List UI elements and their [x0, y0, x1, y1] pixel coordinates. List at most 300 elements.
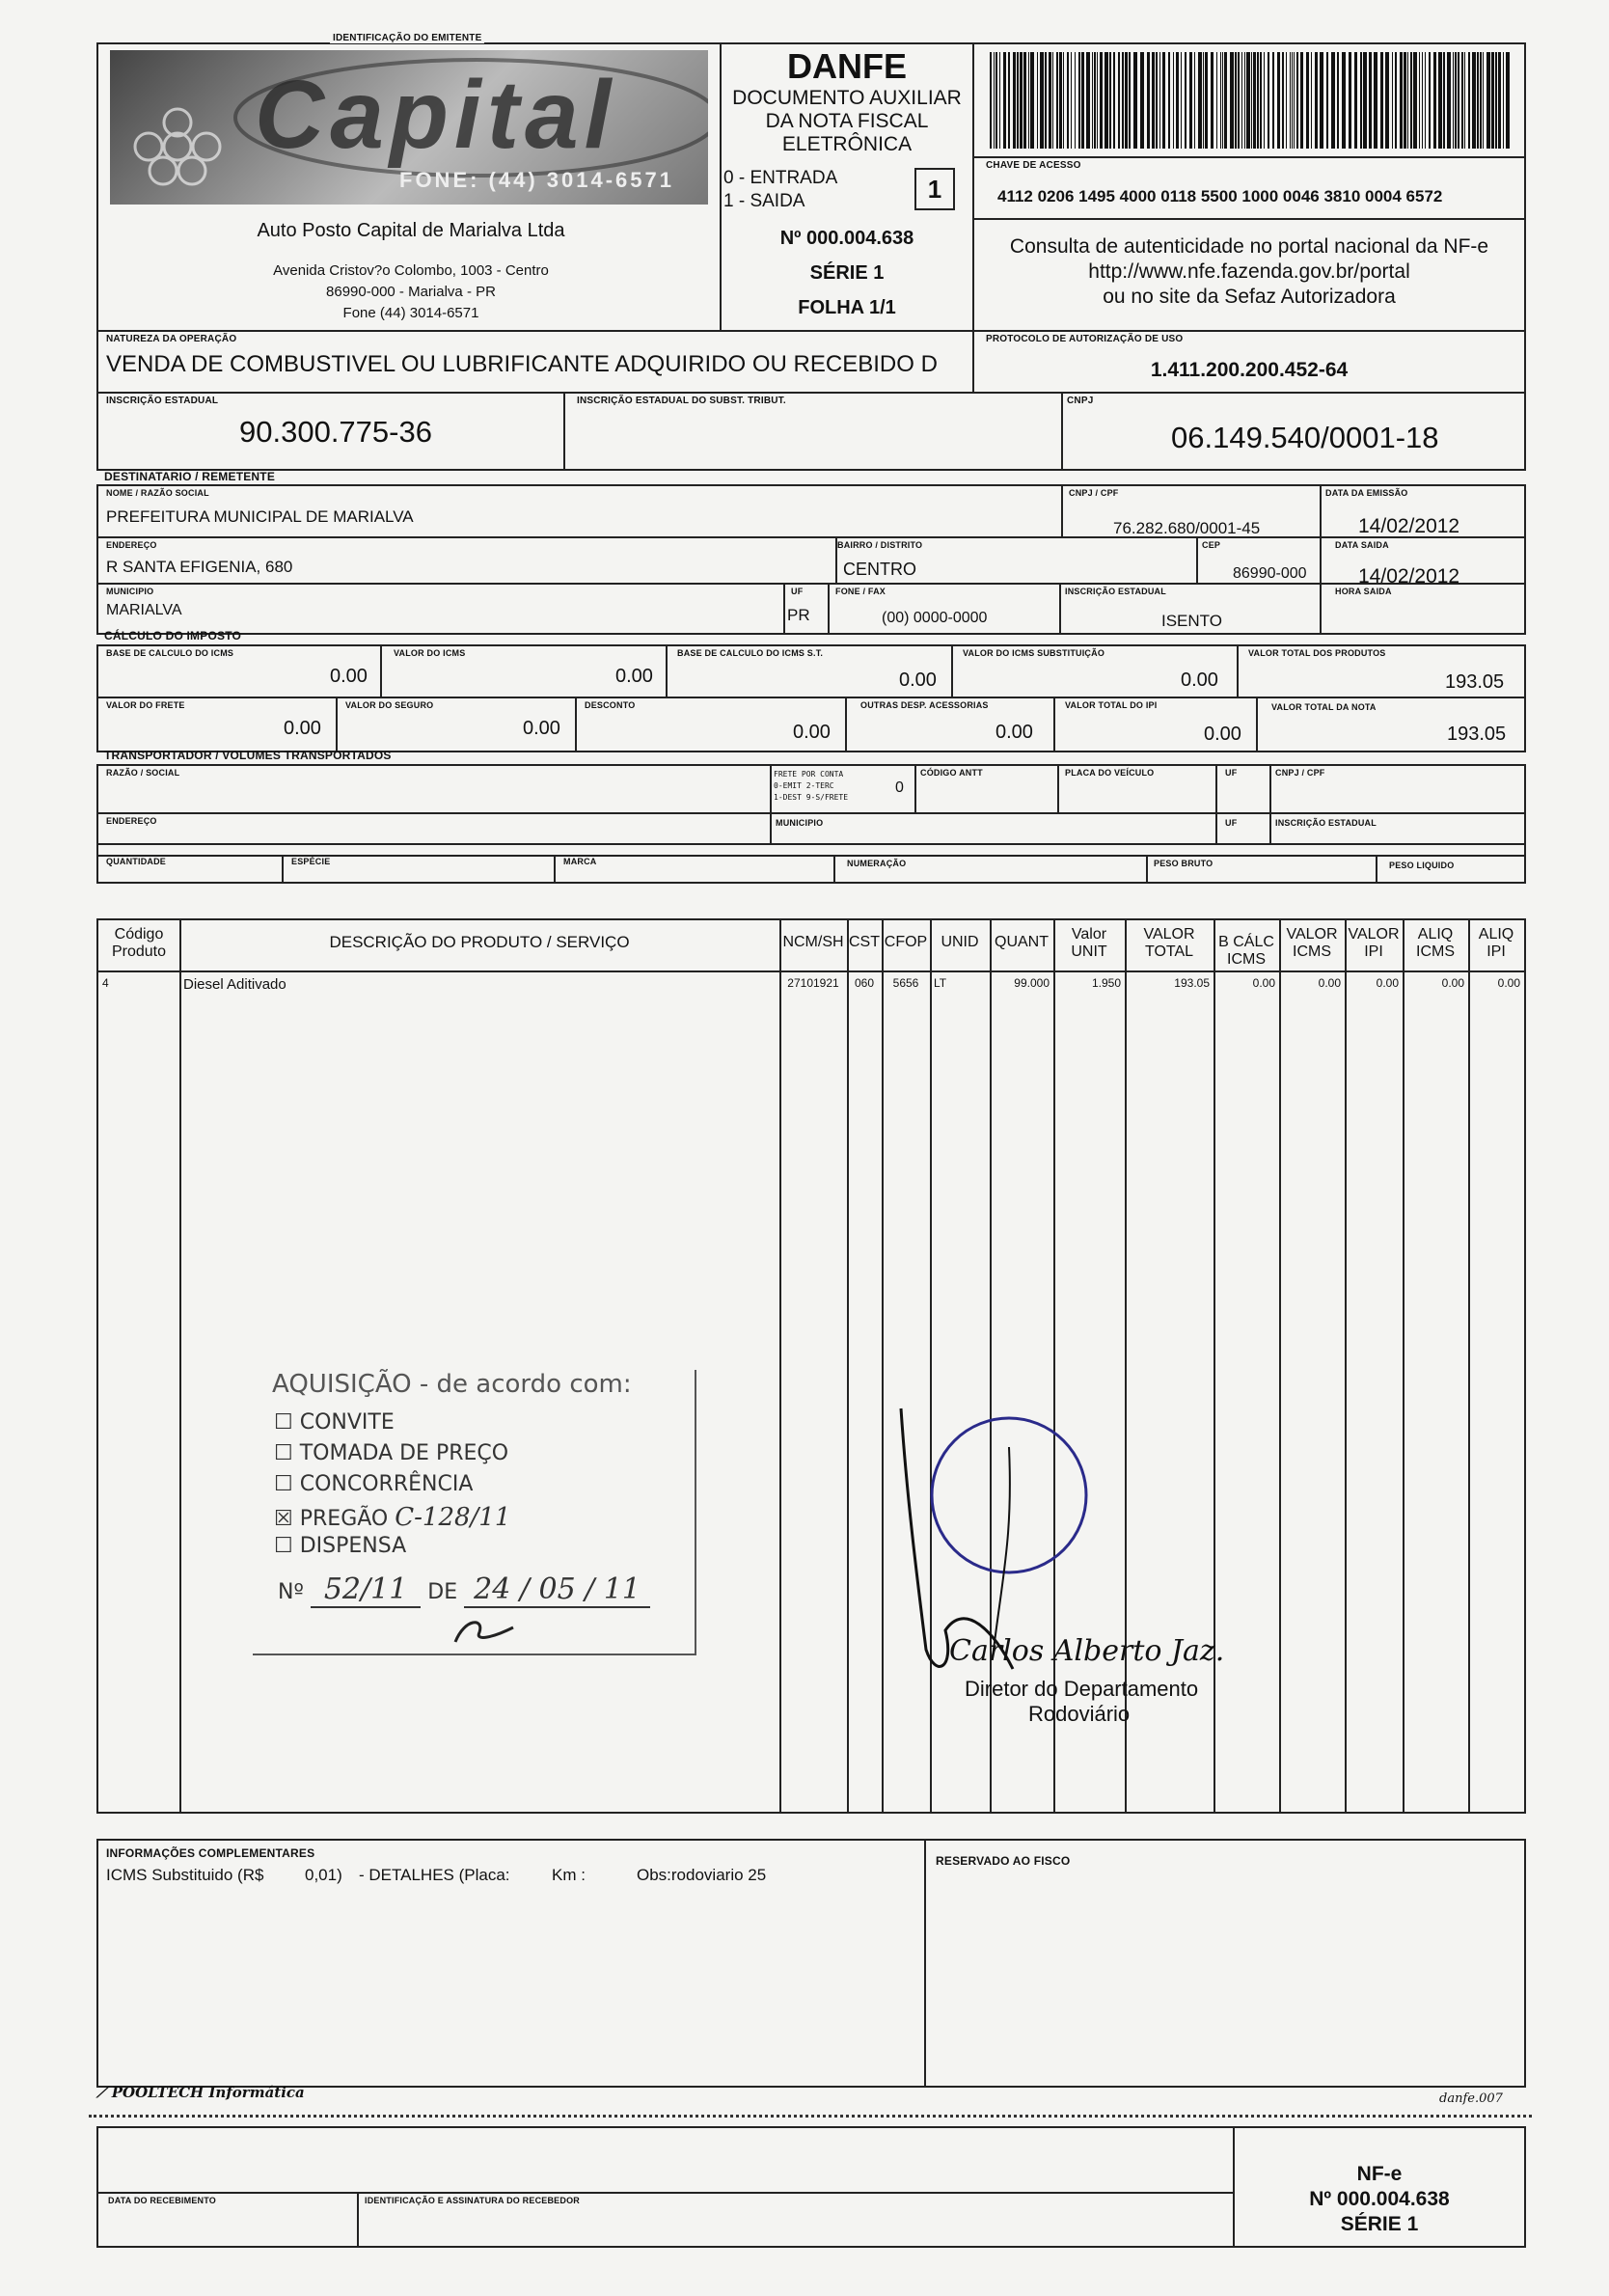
barcode-bar	[1092, 52, 1093, 149]
stamp-pregao: PREGÃO	[299, 1507, 389, 1531]
dest-endereco: R SANTA EFIGENIA, 680	[106, 558, 293, 576]
danfe-tipo: 1	[927, 175, 942, 204]
barcode-bar	[1094, 52, 1096, 149]
barcode-bar	[1017, 52, 1019, 149]
barcode-bar	[1198, 52, 1202, 149]
canhoto-nfe-box	[1233, 2126, 1526, 2248]
barcode-bar	[1264, 52, 1265, 149]
valor-st: 0.00	[1181, 670, 1218, 691]
barcode-bar	[1176, 52, 1179, 149]
barcode-bar	[1400, 52, 1403, 149]
barcode-bar	[1181, 52, 1182, 149]
barcode-bar	[1104, 52, 1108, 149]
total-prod: 193.05	[1445, 671, 1505, 693]
stamp-concorrencia: CONCORRÊNCIA	[299, 1472, 474, 1496]
natureza-value: VENDA DE COMBUSTIVEL OU LUBRIFICANTE ADQUIRIDO OU RECEBIDO D	[106, 351, 938, 377]
stamp-line-2	[274, 1441, 508, 1465]
software-name: POOLTECH Informática	[111, 2084, 305, 2101]
initials-mark	[446, 1613, 523, 1652]
header-aliq-ipi: ALIQ IPI	[1478, 926, 1514, 960]
barcode-bar	[1147, 52, 1150, 149]
dest-emissao-label: DATA DA EMISSÃO	[1325, 488, 1408, 498]
barcode-bar	[1100, 52, 1103, 149]
barcode-bar	[1125, 52, 1128, 149]
barcode-bar	[1290, 52, 1291, 149]
barcode-bar	[1443, 52, 1445, 149]
barcode-bar	[1222, 52, 1223, 149]
barcode-bar	[1211, 52, 1214, 149]
antt-label: CÓDIGO ANTT	[920, 768, 983, 778]
dest-saida: 14/02/2012	[1358, 565, 1460, 588]
barcode-bar	[1056, 52, 1058, 149]
transp-razao-label: RAZÃO / SOCIAL	[106, 768, 180, 778]
barcode-bar	[1407, 52, 1408, 149]
barcode-bar	[1349, 52, 1351, 149]
column-divider	[882, 920, 884, 1812]
barcode-bar	[1086, 52, 1090, 149]
valor-icms: 0.00	[615, 666, 653, 687]
transp-uf2-label: UF	[1225, 818, 1238, 828]
danfe-subtitle-2: DA NOTA FISCAL	[765, 110, 929, 132]
barcode-bar	[1385, 52, 1389, 149]
barcode-bar	[1037, 52, 1038, 149]
signature-nome: Carlos Alberto Jaz.	[949, 1634, 1225, 1668]
frete-line-1: FRETE POR CONTA	[774, 770, 844, 779]
stamp-convite: CONVITE	[299, 1410, 395, 1435]
barcode-bar	[995, 52, 997, 149]
header-bcalc-icms: B CÁLC ICMS	[1218, 934, 1274, 968]
barcode-bar	[1425, 52, 1426, 149]
logo-fone: FONE: (44) 3014-6571	[399, 168, 674, 192]
barcode-bar	[990, 52, 992, 149]
complementares-box	[96, 1839, 926, 2088]
cell-descricao: Diesel Aditivado	[183, 976, 286, 993]
dest-saida-label: DATA SAIDA	[1335, 540, 1389, 550]
barcode-bar	[1363, 52, 1367, 149]
complementares-text-1: ICMS Substituido (R$	[106, 1866, 264, 1884]
barcode-bar	[1075, 52, 1076, 149]
barcode-bar	[1063, 52, 1064, 149]
column-divider	[179, 920, 181, 1812]
danfe-serie: SÉRIE 1	[809, 262, 885, 284]
chave-value: 4112 0206 1495 4000 0118 5500 1000 0046 3810 0004 6572	[997, 187, 1443, 205]
dest-municipio-label: MUNICIPIO	[106, 587, 154, 596]
column-divider	[1345, 920, 1347, 1812]
stamp-line-0: AQUISIÇÃO - de acordo com:	[272, 1370, 632, 1399]
base-st-label: BASE DE CALCULO DO ICMS S.T.	[677, 648, 824, 658]
transp-municipio-label: MUNICIPIO	[776, 818, 824, 828]
barcode-bar	[1311, 52, 1312, 149]
canhoto-data-label: DATA DO RECEBIMENTO	[108, 2196, 216, 2205]
barcode-bar	[1040, 52, 1044, 149]
dest-ie: ISENTO	[1161, 612, 1222, 630]
stamp-line-5	[274, 1534, 406, 1558]
valor-icms-label: VALOR DO ICMS	[394, 648, 466, 658]
transportador-box	[96, 764, 1526, 884]
barcode-bar	[1447, 52, 1451, 149]
frete-value: 0	[895, 779, 904, 796]
stamp-no-hand: 52/11	[311, 1572, 421, 1608]
header-aliq-icms: ALIQ ICMS	[1416, 926, 1455, 960]
signature-cargo: Diretor do Departamento	[965, 1677, 1199, 1701]
dest-bairro-label: BAIRRO / DISTRITO	[837, 540, 923, 550]
barcode-bar	[1235, 52, 1237, 149]
barcode-bar	[1140, 52, 1144, 149]
base-icms: 0.00	[330, 666, 368, 687]
barcode-bar	[1438, 52, 1442, 149]
barcode-bar	[1059, 52, 1062, 149]
marca-label: MARCA	[563, 857, 597, 866]
checkbox-icon: ☐	[274, 1410, 293, 1435]
stamp-line-1	[274, 1410, 395, 1435]
barcode-bar	[1122, 52, 1124, 149]
canhoto-serie: SÉRIE 1	[1340, 2213, 1419, 2235]
barcode-bar	[1168, 52, 1170, 149]
barcode-bar	[1251, 52, 1252, 149]
barcode-bar	[1129, 52, 1131, 149]
quantidade-label: QUANTIDADE	[106, 857, 166, 866]
barcode-bar	[1220, 52, 1221, 149]
barcode-bar	[1241, 52, 1242, 149]
header-valor-ipi: VALOR IPI	[1348, 926, 1400, 960]
barcode-bar	[1097, 52, 1098, 149]
barcode-bar	[1159, 52, 1160, 149]
destinatario-box	[96, 484, 1526, 635]
barcode-bar	[1078, 52, 1080, 149]
emitente-fone: Fone (44) 3014-6571	[342, 305, 479, 321]
chave-label: CHAVE DE ACESSO	[986, 160, 1081, 171]
danfe-folha: FOLHA 1/1	[798, 297, 896, 318]
cell-cfop: 5656	[892, 976, 919, 990]
barcode-bar	[1506, 52, 1510, 149]
header-cst: CST	[849, 934, 880, 950]
stamp-line-6	[278, 1572, 650, 1606]
ipi-label: VALOR TOTAL DO IPI	[1065, 700, 1158, 710]
checkbox-icon: ☐	[274, 1472, 293, 1496]
barcode-bar	[1173, 52, 1174, 149]
barcode-bar	[1453, 52, 1454, 149]
dest-cep: 86990-000	[1233, 565, 1307, 582]
stamp-pregao-hand: C-128/11	[395, 1503, 511, 1532]
transp-uf-label: UF	[1225, 768, 1238, 778]
checkbox-icon: ☐	[274, 1441, 293, 1465]
barcode-bar	[1392, 52, 1393, 149]
ie-box	[96, 392, 565, 471]
barcode-bar	[1185, 52, 1186, 149]
cut-line	[89, 2115, 1532, 2118]
numeracao-label: NUMERAÇÃO	[847, 859, 907, 868]
canhoto-nfe: NF-e	[1356, 2163, 1403, 2185]
barcode-bar	[1109, 52, 1111, 149]
seguro: 0.00	[523, 718, 560, 739]
protocolo-value: 1.411.200.200.452-64	[1150, 359, 1349, 381]
header-valor-icms: VALOR ICMS	[1286, 926, 1338, 960]
column-divider	[1214, 920, 1215, 1812]
barcode-bar	[1380, 52, 1383, 149]
iest-label: INSCRIÇÃO ESTADUAL DO SUBST. TRIBUT.	[577, 396, 786, 406]
aquisicao-stamp	[253, 1370, 696, 1655]
barcode-bar	[1458, 52, 1459, 149]
stamp-de-label: DE	[427, 1580, 458, 1604]
barcode-bar	[1464, 52, 1465, 149]
barcode-bar	[1455, 52, 1457, 149]
barcode-bar	[1369, 52, 1372, 149]
barcode-bar	[1028, 52, 1029, 149]
column-divider	[779, 920, 781, 1812]
column-divider	[1279, 920, 1281, 1812]
danfe-subtitle-1: DOCUMENTO AUXILIAR	[732, 87, 962, 109]
cell-aliq-ipi: 0.00	[1497, 976, 1520, 990]
barcode-bar	[1326, 52, 1328, 149]
column-divider	[1403, 920, 1404, 1812]
barcode-bar	[1013, 52, 1016, 149]
dest-municipio: MARIALVA	[106, 602, 182, 618]
cnpj-value: 06.149.540/0001-18	[1171, 421, 1439, 454]
barcode-bar	[1162, 52, 1165, 149]
total-prod-label: VALOR TOTAL DOS PRODUTOS	[1248, 648, 1386, 658]
barcode-bar	[1067, 52, 1069, 149]
barcode-bar	[1413, 52, 1417, 149]
emitente-nome: Auto Posto Capital de Marialva Ltda	[257, 220, 565, 241]
stamp-de-hand: 24 / 05 / 11	[464, 1572, 650, 1608]
header-valor-total: VALOR TOTAL	[1143, 926, 1195, 960]
transp-cnpj-label: CNPJ / CPF	[1275, 768, 1325, 778]
cell-valor-unit: 1.950	[1091, 976, 1121, 990]
barcode-bar	[1244, 52, 1245, 149]
placa-label: PLACA DO VEÍCULO	[1065, 768, 1155, 778]
cnpj-box	[1061, 392, 1526, 471]
barcode-bar	[1342, 52, 1346, 149]
valor-st-label: VALOR DO ICMS SUBSTITUIÇÃO	[963, 648, 1105, 658]
emitente-logo	[110, 50, 708, 205]
stamp-no-label: Nº	[278, 1580, 304, 1604]
danfe-tipo-box	[914, 168, 955, 210]
dest-uf-label: UF	[791, 587, 804, 596]
barcode-bar	[1404, 52, 1406, 149]
barcode-bar	[1268, 52, 1269, 149]
header-codigo: Código Produto	[111, 926, 167, 960]
cell-aliq-icms: 0.00	[1441, 976, 1464, 990]
dest-fone: (00) 0000-0000	[882, 610, 988, 626]
emitente-endereco: Avenida Cristov?o Colombo, 1003 - Centro	[273, 262, 549, 279]
barcode-bar	[1472, 52, 1476, 149]
header-quant: QUANT	[995, 934, 1049, 950]
frete-line-2: 0-EMIT 2-TERC	[774, 781, 834, 790]
barcode-bar	[1003, 52, 1006, 149]
logo-text: Capital	[255, 61, 617, 169]
barcode-bar	[1081, 52, 1084, 149]
dest-emissao: 14/02/2012	[1358, 515, 1460, 537]
barcode-bar	[1020, 52, 1023, 149]
stamp-dispensa: DISPENSA	[299, 1534, 407, 1558]
barcode-bar	[1045, 52, 1047, 149]
canhoto-numero: Nº 000.004.638	[1309, 2188, 1450, 2210]
dest-cep-label: CEP	[1202, 540, 1221, 550]
software-credit	[96, 2084, 305, 2101]
cell-unid: LT	[934, 976, 947, 990]
barcode-bar	[1374, 52, 1377, 149]
barcode-bar	[1282, 52, 1284, 149]
fisco-box	[924, 1839, 1526, 2088]
barcode-bar	[1294, 52, 1295, 149]
canhoto-box	[96, 2126, 1235, 2248]
barcode-bar	[1253, 52, 1256, 149]
barcode-bar	[1503, 52, 1504, 149]
fisco-label: RESERVADO AO FISCO	[936, 1854, 1071, 1868]
barcode-bar	[1113, 52, 1115, 149]
barcode-bar	[1272, 52, 1274, 149]
barcode-bar	[1292, 52, 1293, 149]
ie-value: 90.300.775-36	[239, 415, 432, 449]
danfe-subtitle-3: ELETRÔNICA	[781, 133, 913, 155]
header-unid: UNID	[941, 934, 979, 950]
danfe-saida: 1 - SAIDA	[723, 191, 805, 211]
barcode-bar	[1483, 52, 1484, 149]
barcode-bar	[1300, 52, 1303, 149]
chave-box	[972, 156, 1526, 220]
barcode-bar	[999, 52, 1000, 149]
outras-label: OUTRAS DESP. ACESSORIAS	[860, 700, 989, 710]
barcode-bar	[1189, 52, 1192, 149]
barcode-bar	[1477, 52, 1479, 149]
barcode-bar	[1360, 52, 1362, 149]
ie-label: INSCRIÇÃO ESTADUAL	[106, 396, 219, 406]
barcode-bar	[1152, 52, 1155, 149]
barcode-bar	[1023, 52, 1026, 149]
complementares-text-4: Km :	[552, 1866, 586, 1884]
barcode-bar	[1049, 52, 1051, 149]
transp-endereco-label: ENDEREÇO	[106, 816, 157, 826]
cnpj-label: CNPJ	[1067, 396, 1094, 406]
frete-line-3: 1-DEST 9-S/FRETE	[774, 793, 849, 802]
barcode-bar	[1461, 52, 1463, 149]
imposto-section: CÁLCULO DO IMPOSTO	[104, 629, 242, 642]
base-st: 0.00	[899, 670, 937, 691]
dest-hora-label: HORA SAIDA	[1335, 587, 1392, 596]
stamp-line-4	[274, 1503, 510, 1532]
checkbox-icon: ☐	[274, 1534, 293, 1558]
canhoto-ident-label: IDENTIFICAÇÃO E ASSINATURA DO RECEBEDOR	[365, 2196, 580, 2205]
cell-cst: 060	[854, 976, 875, 990]
barcode-bar	[1277, 52, 1280, 149]
barcode-bar	[1260, 52, 1262, 149]
barcode-bar	[1156, 52, 1158, 149]
cell-bcalc-icms: 0.00	[1252, 976, 1275, 990]
barcode-bar	[1491, 52, 1494, 149]
dest-bairro: CENTRO	[843, 560, 916, 579]
consulta-line-2: http://www.nfe.fazenda.gov.br/portal	[1088, 260, 1410, 283]
complementares-text-2: 0,01)	[305, 1866, 342, 1884]
barcode-bar	[1337, 52, 1339, 149]
barcode-bar	[1429, 52, 1431, 149]
base-icms-label: BASE DE CALCULO DO ICMS	[106, 648, 234, 658]
barcode-bar	[1433, 52, 1436, 149]
barcode-box	[972, 42, 1526, 158]
barcode-bar	[1498, 52, 1501, 149]
complementares-text-5: Obs:rodoviario 25	[637, 1866, 767, 1884]
dest-nome-label: NOME / RAZÃO SOCIAL	[106, 488, 209, 498]
frete-label: VALOR DO FRETE	[106, 700, 185, 710]
ipi: 0.00	[1204, 724, 1241, 745]
pooltech-icon: ⟋	[96, 2084, 107, 2101]
barcode-bar	[1395, 52, 1397, 149]
imposto-box	[96, 644, 1526, 752]
danfe-entrada: 0 - ENTRADA	[723, 168, 838, 188]
natureza-label: NATUREZA DA OPERAÇÃO	[106, 334, 237, 344]
barcode-bar	[1468, 52, 1470, 149]
frete: 0.00	[284, 718, 321, 739]
barcode-bar	[1071, 52, 1072, 149]
barcode-bar	[1194, 52, 1195, 149]
cell-ncm: 27101921	[787, 976, 839, 990]
barcode-bar	[1296, 52, 1298, 149]
peso-bruto-label: PESO BRUTO	[1154, 859, 1214, 868]
emitente-section-label: IDENTIFICAÇÃO DO EMITENTE	[330, 33, 484, 43]
complementares-label: INFORMAÇÕES COMPLEMENTARES	[106, 1846, 315, 1860]
seguro-label: VALOR DO SEGURO	[345, 700, 434, 710]
cell-quant: 99.000	[1014, 976, 1050, 990]
barcode-bar	[1419, 52, 1420, 149]
danfe-title: DANFE	[787, 46, 907, 86]
header-ncm: NCM/SH	[782, 934, 844, 950]
dest-uf: PR	[787, 606, 810, 624]
natureza-box	[96, 330, 974, 394]
barcode-bar	[1008, 52, 1010, 149]
danfe-box	[720, 42, 974, 332]
destinatario-section: DESTINATARIO / REMETENTE	[104, 470, 276, 483]
consulta-box	[972, 218, 1526, 332]
column-divider	[847, 920, 849, 1812]
dest-cnpj: 76.282.680/0001-45	[1113, 519, 1261, 537]
dest-cnpj-label: CNPJ / CPF	[1069, 488, 1119, 498]
barcode-bar	[1480, 52, 1482, 149]
dest-endereco-label: ENDEREÇO	[106, 540, 157, 550]
barcode-bar	[1486, 52, 1490, 149]
complementares-text-3: - DETALHES (Placa:	[359, 1866, 510, 1884]
barcode-bar	[1216, 52, 1217, 149]
consulta-line-1: Consulta de autenticidade no portal nacional da NF-e	[1009, 235, 1489, 258]
cell-valor-ipi: 0.00	[1376, 976, 1399, 990]
dest-ie-label: INSCRIÇÃO ESTADUAL	[1065, 587, 1166, 596]
emitente-cidade: 86990-000 - Marialva - PR	[326, 284, 496, 300]
cell-codigo: 4	[102, 976, 109, 990]
barcode-bar	[1422, 52, 1423, 149]
protocolo-label: PROTOCOLO DE AUTORIZAÇÃO DE USO	[986, 334, 1184, 344]
barcode-bar	[1320, 52, 1323, 149]
barcode-bar	[1286, 52, 1287, 149]
produtos-table	[96, 918, 1526, 1814]
barcode-bar	[1133, 52, 1137, 149]
cell-valor-total: 193.05	[1174, 976, 1210, 990]
peso-liquido-label: PESO LIQUIDO	[1389, 861, 1455, 870]
barcode-bar	[1230, 52, 1234, 149]
barcode-bar	[1306, 52, 1309, 149]
header-valor-unit: Valor UNIT	[1071, 926, 1107, 960]
especie-label: ESPÉCIE	[291, 857, 331, 866]
transportador-section: TRANSPORTADOR / VOLUMES TRANSPORTADOS	[104, 749, 392, 762]
barcode-bar	[1205, 52, 1208, 149]
transp-ie-label: INSCRIÇÃO ESTADUAL	[1275, 818, 1377, 828]
total-nota: 193.05	[1447, 724, 1507, 745]
barcode-bar	[1030, 52, 1034, 149]
barcode-bar	[1354, 52, 1357, 149]
danfe-numero: Nº 000.004.638	[779, 228, 914, 249]
barcode-bar	[1118, 52, 1120, 149]
emitente-box	[96, 33, 722, 332]
barcode-bar	[1246, 52, 1250, 149]
protocolo-box	[972, 330, 1526, 394]
stamp-tomada: TOMADA DE PREÇO	[299, 1441, 509, 1465]
